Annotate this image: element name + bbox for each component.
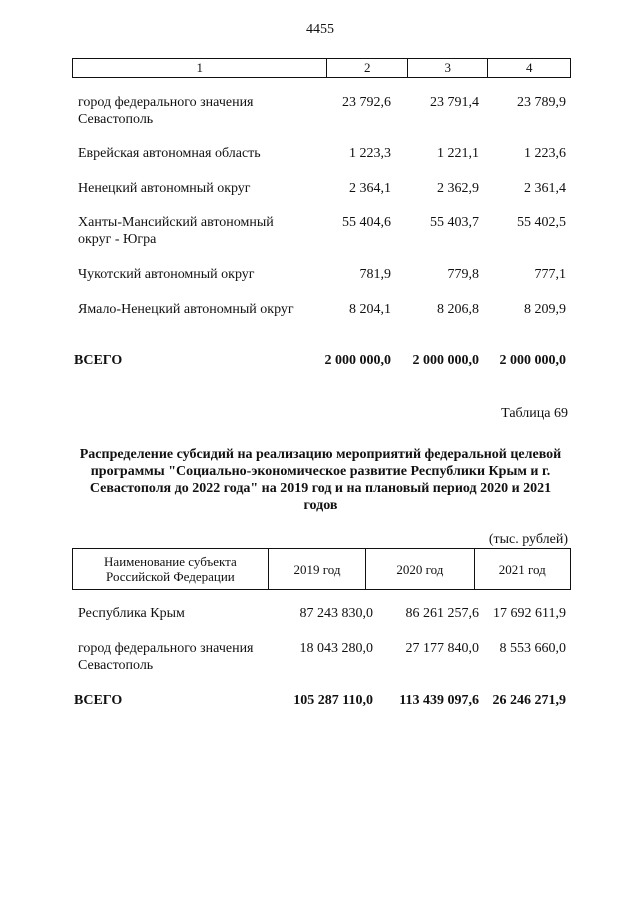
table2-header-2020: 2020 год <box>365 549 473 589</box>
total-value-1: 105 287 110,0 <box>293 693 373 708</box>
row-value-2: 27 177 840,0 <box>405 641 479 656</box>
row-name: город федерального значения Севастополь <box>78 641 254 673</box>
total-label: ВСЕГО <box>74 353 123 368</box>
row-value-1: 87 243 830,0 <box>299 606 373 621</box>
row-value-2: 779,8 <box>447 267 479 282</box>
row-value-2: 55 403,7 <box>430 215 479 230</box>
total-value-2: 2 000 000,0 <box>412 353 479 368</box>
units-label: (тыс. рублей) <box>488 532 568 547</box>
row-value-3: 23 789,9 <box>517 95 566 110</box>
row-value-1: 23 792,6 <box>342 95 391 110</box>
row-name: Республика Крым <box>78 606 185 621</box>
total-value-2: 113 439 097,6 <box>399 693 479 708</box>
table1-header <box>72 58 571 78</box>
row-name: Еврейская автономная область <box>78 146 261 161</box>
table1-header-col1: 1 <box>196 60 203 75</box>
table-caption: Распределение субсидий на реализацию мероприятий федеральной целевой программы "Социально-экономическое развитие Республики Крым и г. Севастополя до 2022 года" на 2019 год и на плановый период 2020 и 2021 годов <box>79 447 562 513</box>
row-value-3: 777,1 <box>534 267 566 282</box>
row-value-1: 2 364,1 <box>349 181 391 196</box>
total-value-3: 26 246 271,9 <box>492 693 566 708</box>
table1-header-col4: 4 <box>487 59 570 77</box>
row-value-3: 2 361,4 <box>524 181 566 196</box>
row-name: город федерального значения Севастополь <box>78 95 254 127</box>
row-value-3: 8 209,9 <box>524 302 566 317</box>
row-value-1: 781,9 <box>359 267 391 282</box>
row-name: Ненецкий автономный округ <box>78 181 251 196</box>
total-label: ВСЕГО <box>74 693 123 708</box>
row-value-3: 8 553 660,0 <box>499 641 566 656</box>
table1-header-col2: 2 <box>326 59 407 77</box>
row-value-1: 55 404,6 <box>342 215 391 230</box>
row-value-3: 1 223,6 <box>524 146 566 161</box>
total-value-3: 2 000 000,0 <box>499 353 566 368</box>
table2-header-name: Наименование субъекта Российской Федерации <box>104 554 237 584</box>
row-value-2: 23 791,4 <box>430 95 479 110</box>
row-value-2: 2 362,9 <box>437 181 479 196</box>
page-number: 4455 <box>306 22 334 37</box>
total-value-1: 2 000 000,0 <box>324 353 391 368</box>
row-value-3: 55 402,5 <box>517 215 566 230</box>
table2-header-2019: 2019 год <box>268 549 365 589</box>
table-number-label: Таблица 69 <box>501 406 568 421</box>
row-name: Ямало-Ненецкий автономный округ <box>78 302 294 317</box>
row-value-2: 86 261 257,6 <box>405 606 479 621</box>
table1-header-col3: 3 <box>407 59 488 77</box>
row-value-2: 8 206,8 <box>437 302 479 317</box>
row-value-3: 17 692 611,9 <box>493 606 566 621</box>
row-value-1: 8 204,1 <box>349 302 391 317</box>
row-value-1: 1 223,3 <box>349 146 391 161</box>
table2-header <box>72 548 571 590</box>
row-name: Чукотский автономный округ <box>78 267 255 282</box>
row-value-2: 1 221,1 <box>437 146 479 161</box>
row-value-1: 18 043 280,0 <box>299 641 373 656</box>
row-name: Ханты-Мансийский автономный округ - Югра <box>78 215 274 247</box>
table2-header-2021: 2021 год <box>474 549 570 589</box>
